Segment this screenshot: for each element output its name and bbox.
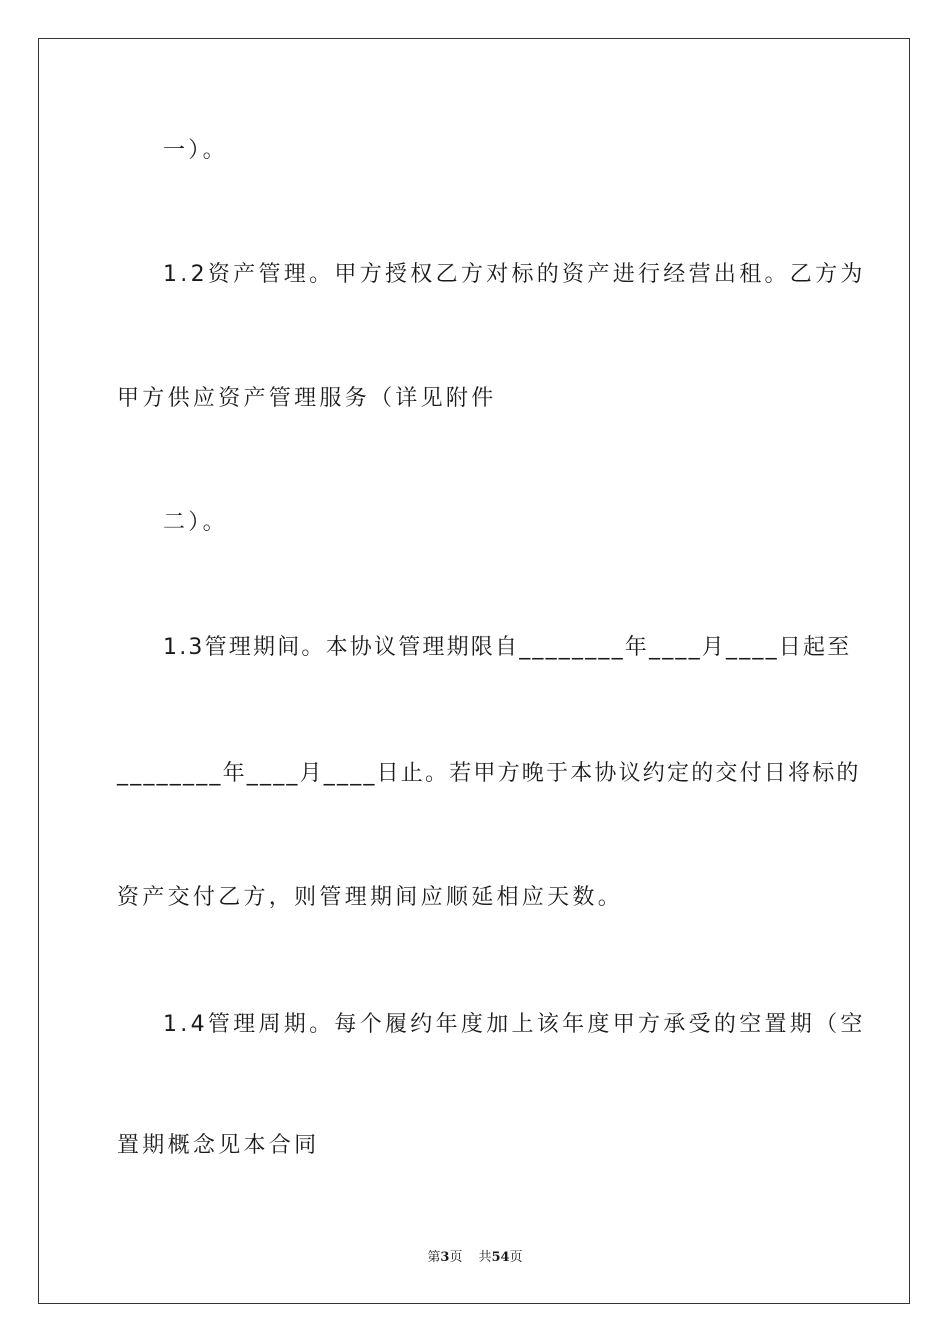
paragraph-line-1: 一）。 (163, 138, 228, 163)
footer-page-prefix: 第 (427, 1250, 441, 1265)
paragraph-line-9: 置期概念见本合同 (117, 1133, 320, 1158)
footer-page-number: 3 (440, 1250, 450, 1265)
paragraph-line-5: 1.3管理期间。本协议管理期限自________年____月____日起至 (163, 635, 852, 660)
footer-page-suffix: 页 (449, 1250, 463, 1265)
paragraph-line-4: 二）。 (163, 510, 228, 535)
paragraph-line-8: 1.4管理周期。每个履约年度加上该年度甲方承受的空置期（空 (163, 1012, 866, 1037)
paragraph-line-7: 资产交付乙方，则管理期间应顺延相应天数。 (117, 885, 624, 910)
footer-total-pages: 54 (491, 1250, 510, 1265)
footer-total-prefix: 共 (478, 1250, 492, 1265)
paragraph-line-3: 甲方供应资产管理服务（详见附件 (117, 386, 497, 411)
page-frame (38, 38, 910, 1304)
paragraph-line-6: ________年____月____日止。若甲方晚于本协议约定的交付日将标的 (117, 761, 861, 786)
paragraph-line-2: 1.2资产管理。甲方授权乙方对标的资产进行经营出租。乙方为 (163, 262, 866, 287)
footer-total-suffix: 页 (509, 1250, 523, 1265)
page-footer (0, 1246, 950, 1265)
